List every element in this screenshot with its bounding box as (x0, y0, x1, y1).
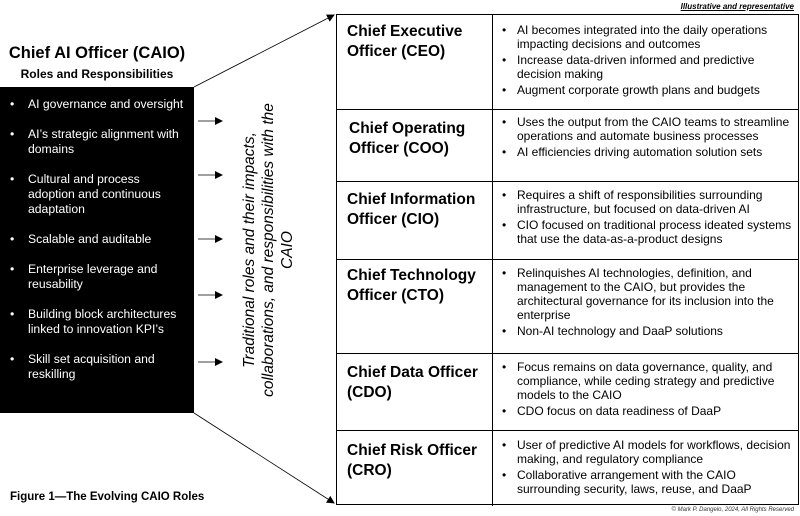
role-row-coo (337, 109, 798, 181)
figure-caption: Figure 1—The Evolving CAIO Roles (10, 491, 205, 503)
role-row-cro (337, 430, 798, 506)
role-point: • CDO focus on data readiness of DaaP (497, 404, 794, 418)
role-points (497, 115, 794, 159)
role-point: • AI efficiencies driving automation solution sets (497, 145, 794, 159)
role-name: Chief Data Officer (CDO) (347, 364, 478, 401)
role-points (497, 266, 794, 338)
role-name: Chief Information Officer (CIO) (347, 191, 476, 228)
role-name: Chief Operating Officer (COO) (349, 120, 466, 157)
caio-item: • Building block architectures linked to innovation KPI’s (10, 307, 186, 337)
vertical-label: Traditional roles and their impacts, collaborations, and responsibilities with the CAIO (241, 103, 296, 397)
role-divider (492, 354, 493, 430)
role-point: • Relinquishes AI technologies, definition, and management to the CAIO, but provides the architectural governance for its inclusion into the enterprise (497, 266, 794, 322)
role-point: • CIO focused on traditional process ideated systems that use the data-as-a-product designs (497, 218, 794, 246)
role-point: • AI becomes integrated into the daily operations impacting decisions and outcomes (497, 23, 794, 51)
role-point: • Requires a shift of responsibilities surrounding infrastructure, but focused on data-driven AI (497, 188, 794, 216)
roles-box (336, 14, 799, 505)
role-row-cto (337, 259, 798, 353)
caio-item: • Skill set acquisition and reskilling (10, 352, 186, 382)
role-divider (492, 182, 493, 259)
role-divider (492, 431, 493, 506)
role-point: • Increase data-driven informed and predictive decision making (497, 53, 794, 81)
role-point: • Uses the output from the CAIO teams to streamline operations and automate business processes (497, 115, 794, 143)
role-divider (492, 15, 493, 109)
caio-item: • Scalable and auditable (10, 232, 186, 247)
role-points (497, 360, 794, 418)
caio-title: Chief AI Officer (CAIO) (8, 44, 186, 62)
copyright-notice: © Mark P. Dangelo, 2024, All Rights Reserved (671, 507, 794, 513)
caio-item: • Enterprise leverage and reusability (10, 262, 186, 292)
role-point: • User of predictive AI models for workflows, decision making, and regulatory compliance (497, 438, 794, 466)
caio-item: • AI governance and oversight (10, 97, 186, 112)
role-divider (492, 110, 493, 181)
caio-item: • Cultural and process adoption and continuous adaptation (10, 172, 186, 217)
role-row-ceo (337, 15, 798, 109)
vertical-label-wrap (240, 100, 310, 400)
role-points (497, 188, 794, 246)
role-name: Chief Risk Officer (CRO) (347, 442, 478, 479)
role-point: • Focus remains on data governance, quality, and compliance, while ceding strategy and predictive models to the CAIO (497, 360, 794, 402)
caio-item: • AI’s strategic alignment with domains (10, 127, 186, 157)
role-row-cdo (337, 353, 798, 430)
role-name: Chief Technology Officer (CTO) (347, 267, 476, 304)
role-point: • Augment corporate growth plans and budgets (497, 83, 794, 97)
role-points (497, 23, 794, 97)
role-points (497, 438, 794, 496)
illustrative-note: Illustrative and representative (680, 2, 794, 11)
role-point: • Non-AI technology and DaaP solutions (497, 324, 794, 338)
role-divider (492, 260, 493, 353)
caio-subtitle: Roles and Responsibilities (20, 67, 174, 81)
role-point: • Collaborative arrangement with the CAIO surrounding security, laws, reuse, and DaaP (497, 468, 794, 496)
role-name: Chief Executive Officer (CEO) (347, 23, 463, 60)
role-row-cio (337, 181, 798, 259)
